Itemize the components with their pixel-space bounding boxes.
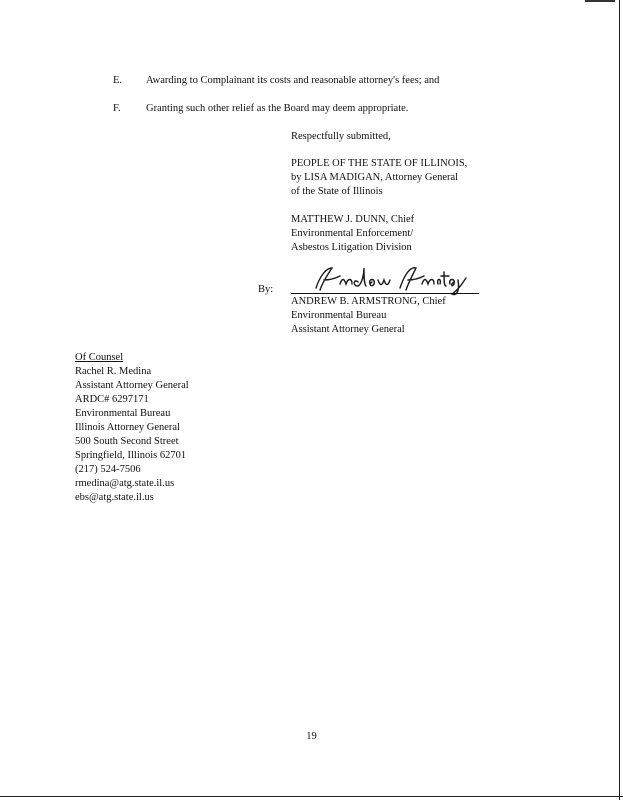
counsel-line: Illinois Attorney General [75, 422, 180, 433]
chief-line-1: MATTHEW J. DUNN, Chief [291, 214, 415, 225]
counsel-email: ebs@atg.state.il.us [75, 492, 154, 503]
counsel-line: Rachel R. Medina [75, 366, 152, 377]
counsel-line: ARDC# 6297171 [75, 394, 149, 405]
counsel-line: Assistant Attorney General [75, 380, 189, 391]
page-edge-right [619, 0, 620, 800]
party-block [291, 157, 467, 199]
chief-line-2: Environmental Enforcement/ [291, 228, 414, 239]
party-line-1: PEOPLE OF THE STATE OF ILLINOIS, [291, 158, 468, 169]
chief-line-3: Asbestos Litigation Division [291, 242, 412, 253]
counsel-email: rmedina@atg.state.il.us [75, 478, 175, 489]
signatory-name: ANDREW B. ARMSTRONG, Chief [291, 296, 446, 307]
prayer-text: Granting such other relief as the Board may deem appropriate. [146, 103, 409, 114]
chief-block [291, 213, 414, 255]
counsel-line: Environmental Bureau [75, 408, 171, 419]
signatory-line-3: Assistant Attorney General [291, 324, 405, 335]
of-counsel-block [75, 351, 189, 505]
counsel-line: (217) 524-7506 [75, 464, 141, 475]
prayer-text: Awarding to Complainant its costs and reasonable attorney's fees; and [146, 75, 440, 86]
counsel-line: Springfield, Illinois 62701 [75, 450, 187, 461]
of-counsel-heading: Of Counsel [75, 352, 124, 363]
party-line-3: of the State of Illinois [291, 186, 383, 197]
closing-block [291, 130, 391, 144]
page-number: 19 [306, 731, 317, 742]
page-edge-bottom [0, 796, 623, 797]
signatory-block [291, 295, 446, 337]
party-line-2: by LISA MADIGAN, Attorney General [291, 172, 459, 183]
prayer-letter: E. [113, 75, 123, 86]
signatory-line-2: Environmental Bureau [291, 310, 387, 321]
signature-line [291, 293, 479, 294]
prayer-letter: F. [113, 103, 121, 114]
scan-corner-mark [585, 0, 615, 2]
closing-text: Respectfully submitted, [291, 131, 391, 142]
by-label: By: [258, 284, 274, 295]
counsel-line: 500 South Second Street [75, 436, 179, 447]
